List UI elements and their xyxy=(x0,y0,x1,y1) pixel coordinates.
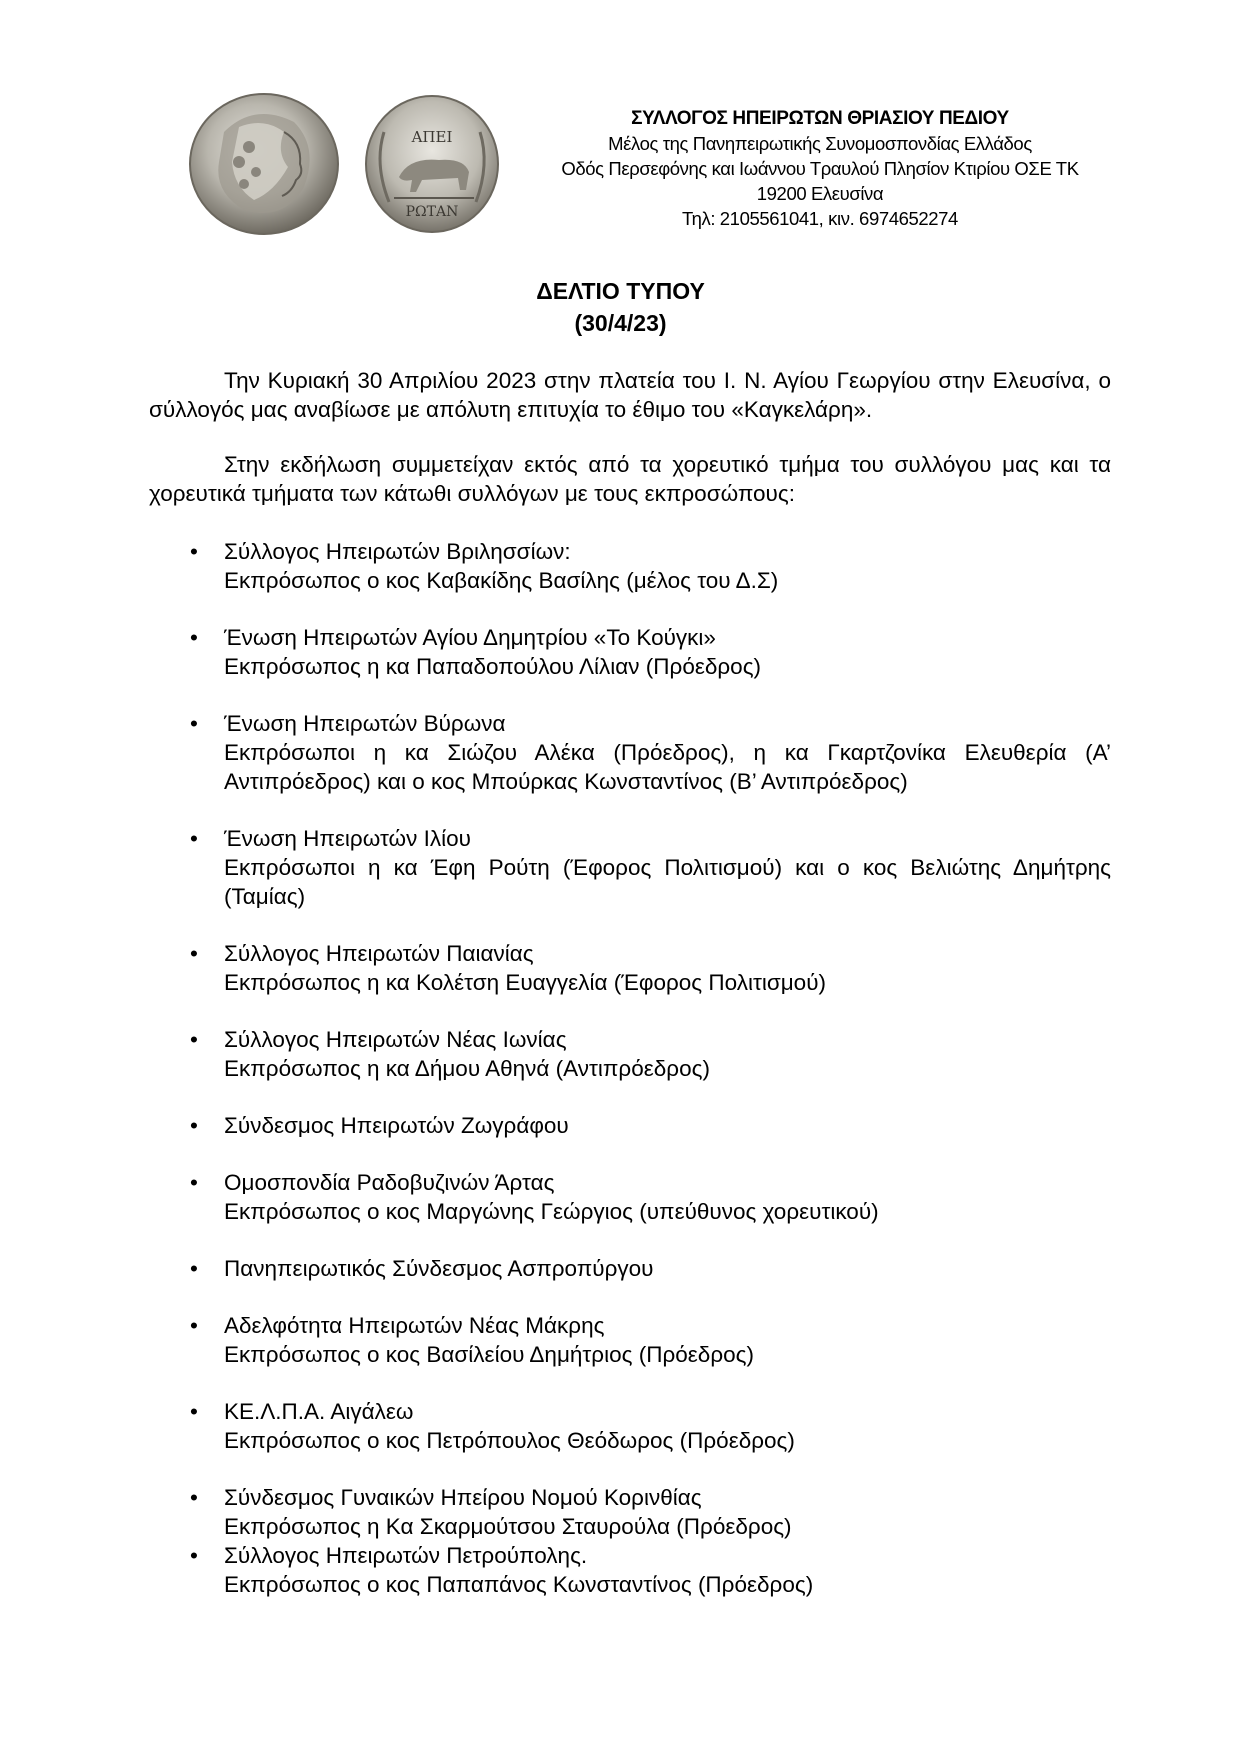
coin-inscription-bottom: ΡΩΤΑΝ xyxy=(405,204,459,220)
address-line: Οδός Περσεφόνης και Ιωάννου Τραυλού Πλησίον Κτιρίου ΟΣΕ ΤΚ 19200 Ελευσίνα xyxy=(561,158,1079,204)
coin-obverse xyxy=(190,94,338,234)
association-name: Πανηπειρωτικός Σύνδεσμος Ασπροπύργου xyxy=(224,1256,654,1281)
bullet-icon: • xyxy=(190,1113,198,1138)
list-item xyxy=(149,1397,1111,1455)
list-item xyxy=(149,1025,1111,1083)
bullet-icon: • xyxy=(190,1399,198,1424)
phone-line: Τηλ: 2105561041, κιν. 6974652274 xyxy=(682,208,958,229)
org-name: ΣΥΛΛΟΓΟΣ ΗΠΕΙΡΩΤΩΝ ΘΡΙΑΣΙΟΥ ΠΕΔΙΟΥ xyxy=(631,108,1009,129)
association-representative: Εκπρόσωπος η Κα Σκαρμούτσου Σταυρούλα (Πρόεδρος) xyxy=(224,1514,792,1539)
association-name: Ομοσπονδία Ραδοβυζινών Άρτας xyxy=(224,1170,555,1195)
bullet-icon: • xyxy=(190,1543,198,1568)
paragraph-intro: Την Κυριακή 30 Απριλίου 2023 στην πλατεία του Ι. Ν. Αγίου Γεωργίου στην Ελευσίνα, ο σύλλογός μας αναβίωσε με απόλυτη επιτυχία το έθιμο του «Καγκελάρη». xyxy=(149,368,1111,422)
coin-inscription-top: ΑΠΕΙ xyxy=(411,128,453,146)
list-item xyxy=(149,1311,1111,1369)
bullet-icon: • xyxy=(190,1170,198,1195)
association-name: Ένωση Ηπειρωτών Ιλίου xyxy=(224,826,471,851)
list-item xyxy=(149,623,1111,681)
associations-list xyxy=(149,537,1111,1599)
coin-reverse xyxy=(366,96,498,232)
association-representative: Εκπρόσωποι η κα Έφη Ρούτη (Έφορος Πολιτισμού) και ο κος Βελιώτης Δημήτρης (Ταμίας) xyxy=(224,855,1111,909)
membership-line: Μέλος της Πανηπειρωτικής Συνομοσπονδίας Ελλάδος xyxy=(608,133,1032,154)
association-representative: Εκπρόσωπος ο κος Πετρόπουλος Θεόδωρος (Πρόεδρος) xyxy=(224,1428,795,1453)
list-item xyxy=(149,1111,1111,1140)
list-item xyxy=(149,709,1111,796)
association-name: Σύλλογος Ηπειρωτών Βριλησσίων: xyxy=(224,539,571,564)
document-heading xyxy=(0,275,1241,339)
association-name: ΚΕ.Λ.Π.Α. Αιγάλεω xyxy=(224,1399,414,1424)
association-representative: Εκπρόσωποι η κα Σιώζου Αλέκα (Πρόεδρος), η κα Γκαρτζονίκα Ελευθερία (Α’ Αντιπρόεδρος) και ο κος Μπούρκας Κωνσταντίνος (Β’ Αντιπρόεδρος) xyxy=(224,740,1111,794)
bullet-icon: • xyxy=(190,539,198,564)
list-item xyxy=(149,537,1111,595)
bullet-icon: • xyxy=(190,711,198,736)
paragraph-participants: Στην εκδήλωση συμμετείχαν εκτός από τα χορευτικό τμήμα του συλλόγου μας και τα χορευτικά τμήματα των κάτωθι συλλόγων με τους εκπροσώπους: xyxy=(149,452,1111,506)
bullet-icon: • xyxy=(190,941,198,966)
list-item xyxy=(149,1483,1111,1541)
bullet-icon: • xyxy=(190,1256,198,1281)
list-item xyxy=(149,1254,1111,1283)
list-item xyxy=(149,824,1111,911)
list-item xyxy=(149,1541,1111,1599)
association-name: Αδελφότητα Ηπειρωτών Νέας Μάκρης xyxy=(224,1313,605,1338)
list-item xyxy=(149,1168,1111,1226)
bullet-icon: • xyxy=(190,1485,198,1510)
association-representative: Εκπρόσωπος η κα Δήμου Αθηνά (Αντιπρόεδρος) xyxy=(224,1056,710,1081)
association-name: Σύλλογος Ηπειρωτών Πετρούπολης. xyxy=(224,1543,588,1568)
association-name: Σύλλογος Ηπειρωτών Νέας Ιωνίας xyxy=(224,1027,567,1052)
association-name: Σύνδεσμος Ηπειρωτών Ζωγράφου xyxy=(224,1113,569,1138)
bullet-icon: • xyxy=(190,1027,198,1052)
association-representative: Εκπρόσωπος ο κος Παπαπάνος Κωνσταντίνος (Πρόεδρος) xyxy=(224,1572,814,1597)
coin-logo xyxy=(184,92,504,237)
association-representative: Εκπρόσωπος ο κος Καβακίδης Βασίλης (μέλος του Δ.Σ) xyxy=(224,568,779,593)
bullet-icon: • xyxy=(190,826,198,851)
bullet-icon: • xyxy=(190,1313,198,1338)
association-representative: Εκπρόσωπος ο κος Βασίλείου Δημήτριος (Πρόεδρος) xyxy=(224,1342,754,1367)
association-name: Σύλλογος Ηπειρωτών Παιανίας xyxy=(224,941,534,966)
letterhead xyxy=(540,106,1100,231)
association-name: Ένωση Ηπειρωτών Αγίου Δημητρίου «Το Κούγκι» xyxy=(224,625,716,650)
association-representative: Εκπρόσωπος ο κος Μαργώνης Γεώργιος (υπεύθυνος χορευτικού) xyxy=(224,1199,879,1224)
bullet-icon: • xyxy=(190,625,198,650)
association-representative: Εκπρόσωπος η κα Κολέτση Ευαγγελία (Έφορος Πολιτισμού) xyxy=(224,970,826,995)
list-item xyxy=(149,939,1111,997)
association-representative: Εκπρόσωπος η κα Παπαδοπούλου Λίλιαν (Πρόεδρος) xyxy=(224,654,762,679)
document-title: ΔΕΛΤΙΟ ΤΥΠΟΥ xyxy=(536,278,705,304)
document-date: (30/4/23) xyxy=(574,310,667,336)
association-name: Σύνδεσμος Γυναικών Ηπείρου Νομού Κορινθίας xyxy=(224,1485,702,1510)
association-name: Ένωση Ηπειρωτών Βύρωνα xyxy=(224,711,506,736)
